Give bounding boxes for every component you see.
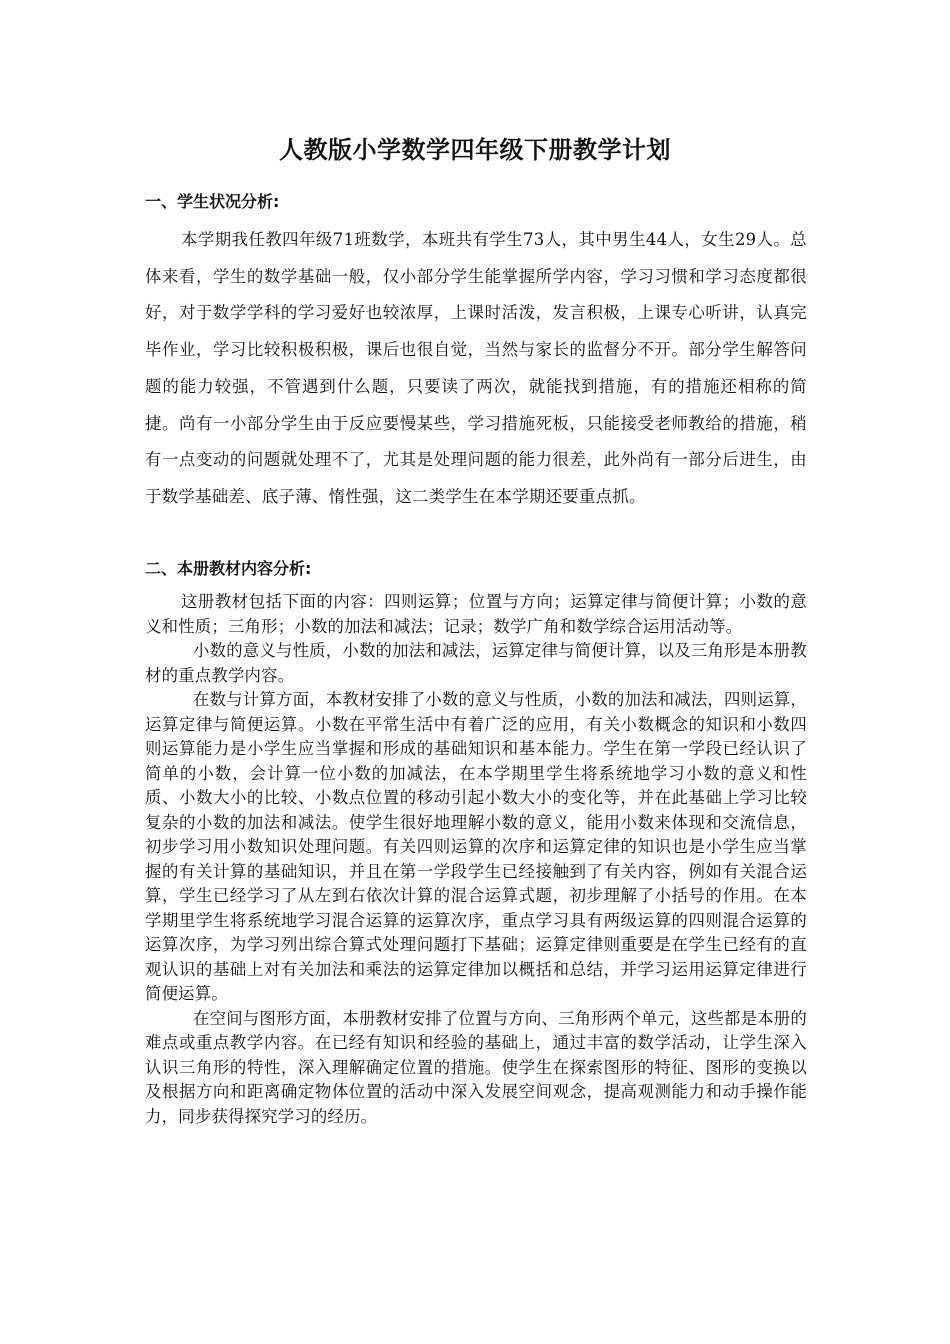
paragraph-space-geometry: 在空间与图形方面，本册教材安排了位置与方向、三角形两个单元，这些都是本册的难点或重点教学内容。在已经有知识和经验的基础上，通过丰富的数学活动，让学生深入认识三角形的特性，深入理解确定位置的措施。使学生在探索图形的特征、图形的变换以及根据方向和距离确定物体位置的活动中深入发展空间观念，提高观测能力和动手操作能力，同步获得探究学习的经历。 [145,1008,807,1126]
section-heading-student-analysis: 一、学生状况分析: [145,192,280,211]
paragraph-key-content: 小数的意义与性质，小数的加法和减法，运算定律与简便计算，以及三角形是本册教材的重点教学内容。 [145,641,807,685]
paragraph-student-analysis: 本学期我任教四年级71班数学，本班共有学生73人，其中男生44人，女生29人。总体来看，学生的数学基础一般，仅小部分学生能掌握所学内容，学习习惯和学习态度都很好，对于数学学科的学习爱好也较浓厚，上课时活泼，发言积极，上课专心听讲，认真完毕作业，学习比较积极积极，课后也很自觉，当然与家长的监督分不开。部分学生解答问题的能力较强，不管遇到什么题，只要读了两次，就能找到措施，有的措施还相称的简捷。尚有一小部分学生由于反应要慢某些，学习措施死板，只能接受老师教给的措施，稍有一点变动的问题就处理不了，尤其是处理问题的能力很差，此外尚有一部分后进生，由于数学基础差、底子薄、惰性强，这二类学生在本学期还要重点抓。 [145,230,807,506]
section-heading-textbook-analysis: 二、本册教材内容分析: [145,559,312,578]
paragraph-number-calculation: 在数与计算方面，本教材安排了小数的意义与性质，小数的加法和减法，四则运算，运算定律与简便运算。小数在平常生活中有着广泛的应用，有关小数概念的知识和小数四则运算能力是小学生应当掌握和形成的基础知识和基本能力。学生在第一学段已经认识了简单的小数，会计算一位小数的加减法，在本学期里学生将系统地学习小数的意义和性质、小数大小的比较、小数点位置的移动引起小数大小的变化等，并在此基础上学习比较复杂的小数的加法和减法。使学生很好地理解小数的意义，能用小数来体现和交流信息，初步学习用小数知识处理问题。有关四则运算的次序和运算定律的知识也是小学生应当掌握的有关计算的基础知识，并且在第一学段学生已经接触到了有关内容，例如有关混合运算，学生已经学习了从左到右依次计算的混合运算式题，初步理解了小括号的作用。在本学期里学生将系统地学习混合运算的运算次序，重点学习具有两级运算的四则混合运算的运算次序，为学习列出综合算式处理问题打下基础；运算定律则重要是在学生已经有的直观认识的基础上对有关加法和乘法的运算定律加以概括和总结，并学习运用运算定律进行简便运算。 [145,690,807,1003]
paragraph-textbook-contents: 这册教材包括下面的内容：四则运算；位置与方向；运算定律与简便计算；小数的意义和性质；三角形；小数的加法和减法；记录；数学广角和数学综合运用活动等。 [145,592,807,636]
textbook-analysis-body [145,590,807,1129]
document-title: 人教版小学数学四年级下册教学计划 [279,136,671,164]
